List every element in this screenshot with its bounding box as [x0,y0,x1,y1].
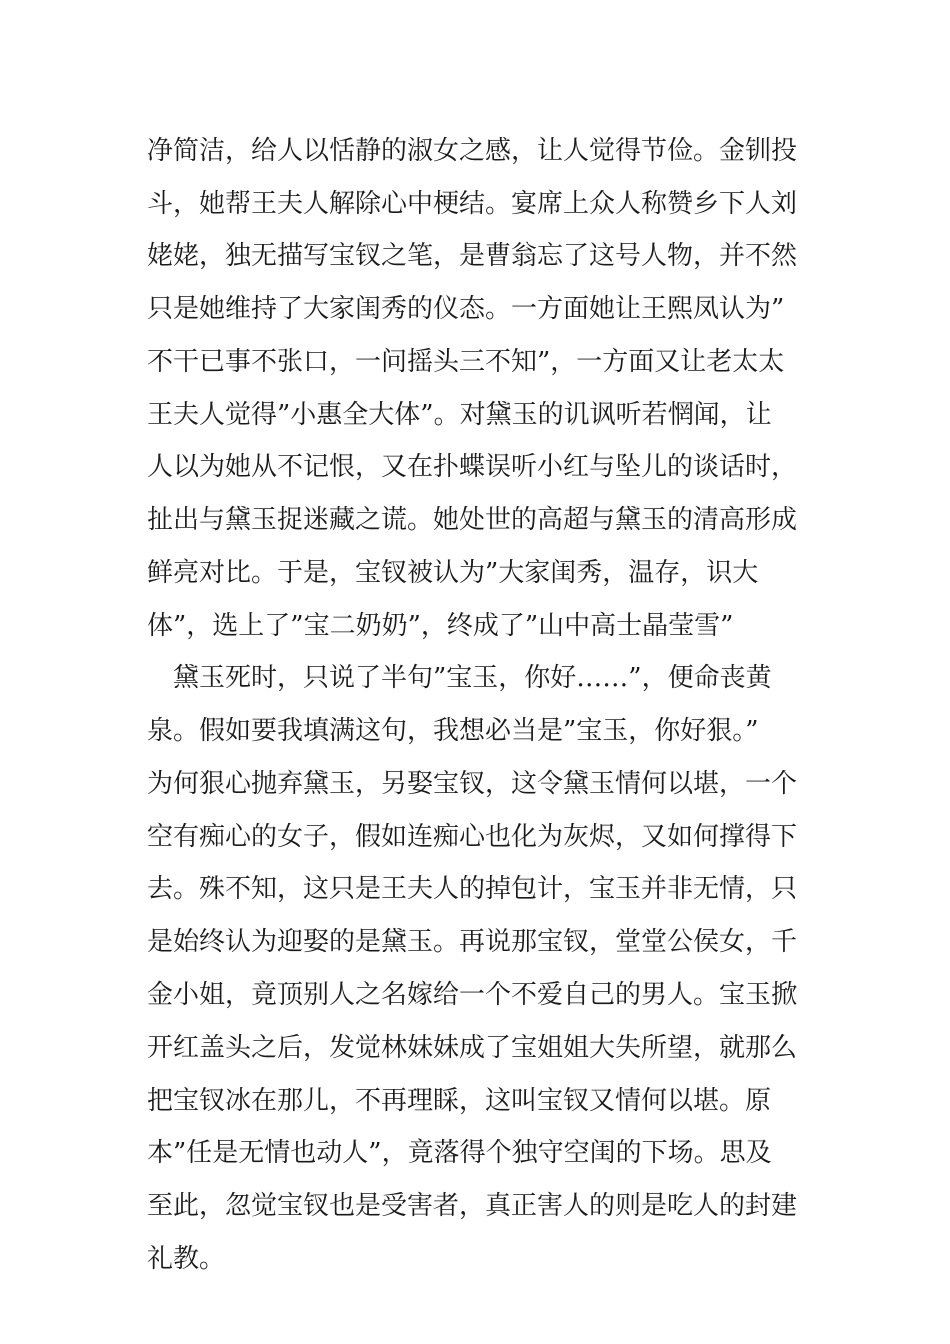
text-line: 斗，她帮王夫人解除心中梗结。宴席上众人称赞乡下人刘 [147,189,798,219]
text-line: 黛玉死时，只说了半句”宝玉，你好……”，便命丧黄 [173,663,772,693]
text-line: 本”任是无情也动人”，竟落得个独守空闺的下场。思及 [147,1138,772,1168]
text-line: 空有痴心的女子，假如连痴心也化为灰烬，又如何撑得下 [147,822,798,852]
text-line: 至此，忽觉宝钗也是受害者，真正害人的则是吃人的封建 [147,1191,798,1221]
text-line: 泉。假如要我填满这句，我想必当是”宝玉，你好狠。” [147,716,759,746]
text-line: 扯出与黛玉捉迷藏之谎。她处世的高超与黛玉的清高形成 [147,505,798,535]
text-line: 体”，选上了”宝二奶奶”，终成了”山中高士晶莹雪” [147,611,734,641]
text-line: 姥姥，独无描写宝钗之笔，是曹翁忘了这号人物，并不然 [147,241,798,271]
text-line: 是始终认为迎娶的是黛玉。再说那宝钗，堂堂公侯女，千 [147,927,798,957]
text-line: 去。殊不知，这只是王夫人的掉包计，宝玉并非无情，只 [147,874,798,904]
text-line: 礼教。 [147,1244,226,1274]
text-line: 鲜亮对比。于是，宝钗被认为”大家闺秀，温存，识大 [147,558,759,588]
text-line: 王夫人觉得”小惠全大体”。对黛玉的讥讽听若惘闻，让 [147,400,772,430]
text-line: 为何狠心抛弃黛玉，另娶宝钗，这令黛玉情何以堪，一个 [147,769,798,799]
text-line: 人以为她从不记恨，又在扑蝶误听小红与坠儿的谈话时， [147,452,798,482]
text-line: 开红盖头之后，发觉林妹妹成了宝姐姐大失所望，就那么 [147,1033,798,1063]
text-line: 把宝钗冰在那儿，不再理睬，这叫宝钗又情何以堪。原 [147,1086,772,1116]
text-line: 净简洁，给人以恬静的淑女之感，让人觉得节俭。金钏投 [147,136,798,166]
text-line: 只是她维持了大家闺秀的仪态。一方面她让王熙凤认为” [147,294,785,324]
text-line: 不干已事不张口，一问摇头三不知”，一方面又让老太太 [147,347,785,377]
text-line: 金小姐，竟顶别人之名嫁给一个不爱自己的男人。宝玉掀 [147,980,798,1010]
